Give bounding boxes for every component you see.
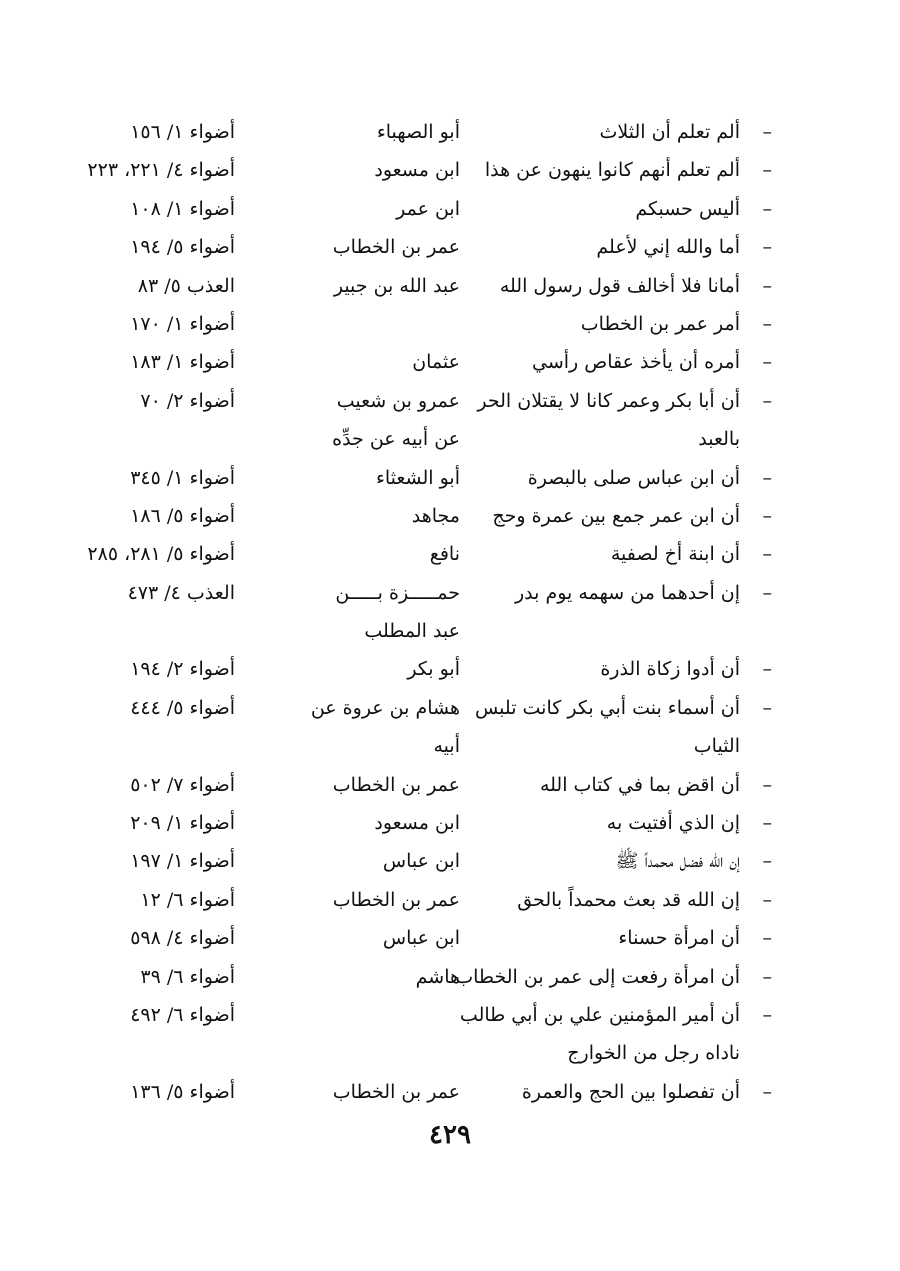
entry-dash: – [762, 773, 772, 796]
hadith-phrase: إن الله فضل محمداً ﷺ [615, 850, 740, 873]
index-entry [0, 343, 900, 381]
hadith-phrase: أن أدوا زكاة الذرة [600, 658, 740, 681]
source-reference: أضواء ٧/ ٥٠٢ [130, 773, 235, 796]
narrator-name: ابن عمر [396, 197, 460, 220]
entry-dash: – [762, 543, 772, 566]
index-entry [0, 996, 900, 1034]
hadith-phrase: أن امرأة حسناء [618, 927, 740, 950]
hadith-phrase: أن تفصلوا بين الحج والعمرة [521, 1080, 740, 1103]
narrator-name: عمر بن الخطاب [332, 236, 460, 259]
index-entry [0, 1034, 900, 1072]
page-number: ٤٢٩ [429, 1120, 471, 1150]
hadith-phrase: أن أمير المؤمنين علي بن أبي طالب [459, 1003, 740, 1026]
hadith-phrase: أن ابن عمر جمع بين عمرة وحج [492, 504, 740, 527]
source-reference: أضواء ١/ ٣٤٥ [130, 466, 235, 489]
source-reference: أضواء ١/ ١٠٨ [130, 197, 235, 220]
hadith-phrase: بالعبد [698, 428, 740, 451]
source-reference: أضواء ١/ ١٧٠ [130, 312, 235, 335]
entry-dash: – [762, 696, 772, 719]
source-reference: العذب ٤/ ٤٧٣ [127, 581, 235, 604]
entry-dash: – [762, 888, 772, 911]
hadith-phrase: إن الذي أفتيت به [606, 812, 740, 835]
entry-dash: – [762, 1080, 772, 1103]
index-entry [0, 766, 900, 804]
narrator-name: أبو الشعثاء [375, 466, 460, 489]
narrator-name: عبد الله بن جبير [333, 274, 460, 297]
hadith-phrase: أن امرأة رفعت إلى عمر بن الخطاب [455, 965, 740, 988]
narrator-name: ابن مسعود [374, 812, 460, 835]
entry-dash: – [762, 274, 772, 297]
narrator-name: عبد المطلب [364, 620, 460, 643]
entry-dash: – [762, 1003, 772, 1026]
source-reference: أضواء ٢/ ٧٠ [140, 389, 235, 412]
source-reference: أضواء ٥/ ١٩٤ [130, 236, 235, 259]
entry-dash: – [762, 850, 772, 873]
narrator-name: هشام بن عروة عن [310, 696, 460, 719]
index-entry [0, 113, 900, 151]
hadith-phrase: أن أبا بكر وعمر كانا لا يقتلان الحر [477, 389, 740, 412]
narrator-name: ابن مسعود [374, 159, 460, 182]
source-reference: أضواء ٦/ ٤٩٢ [130, 1003, 235, 1026]
source-reference: أضواء ١/ ٢٠٩ [130, 812, 235, 835]
index-entry [0, 420, 900, 458]
entry-dash: – [762, 466, 772, 489]
hadith-phrase: ناداه رجل من الخوارج [567, 1042, 740, 1065]
index-entry [0, 958, 900, 996]
index-entry [0, 1073, 900, 1111]
index-entry [0, 804, 900, 842]
index-entry [0, 689, 900, 727]
source-reference: أضواء ١/ ١٨٣ [130, 351, 235, 374]
hadith-phrase: إن الله قد بعث محمداً بالحق [517, 888, 740, 911]
index-entry [0, 650, 900, 688]
narrator-name: نافع [429, 543, 460, 566]
narrator-name: أبو بكر [407, 658, 460, 681]
narrator-name: أبو الصهباء [376, 121, 460, 143]
source-reference: أضواء ٥/ ١٣٦ [130, 1080, 235, 1103]
source-reference: أضواء ٥/ ٤٤٤ [130, 696, 235, 719]
entry-dash: – [762, 236, 772, 259]
entry-dash: – [762, 159, 772, 182]
narrator-name: مجاهد [411, 504, 460, 527]
hadith-index-list [0, 113, 900, 1111]
narrator-name: عمرو بن شعيب [336, 389, 460, 412]
source-reference: أضواء ٢/ ١٩٤ [130, 658, 235, 681]
source-reference: أضواء ٥/ ١٨٦ [130, 504, 235, 527]
index-entry [0, 459, 900, 497]
hadith-phrase: إن أحدهما من سهمه يوم بدر [514, 581, 740, 604]
source-reference: أضواء ٤/ ٢٢١، ٢٢٣ [87, 159, 235, 182]
narrator-name: عمر بن الخطاب [332, 1080, 460, 1103]
index-entry [0, 228, 900, 266]
source-reference: أضواء ٦/ ١٢ [140, 888, 235, 911]
entry-dash: – [762, 121, 772, 143]
entry-dash: – [762, 581, 772, 604]
source-reference: العذب ٥/ ٨٣ [137, 274, 235, 297]
entry-dash: – [762, 812, 772, 835]
hadith-phrase: أليس حسبكم [635, 197, 740, 220]
entry-dash: – [762, 197, 772, 220]
hadith-phrase: أن ابن عباس صلى بالبصرة [527, 466, 740, 489]
index-entry [0, 535, 900, 573]
index-entry [0, 842, 900, 880]
entry-dash: – [762, 312, 772, 335]
index-entry [0, 727, 900, 765]
index-entry [0, 382, 900, 420]
narrator-name: أبيه [433, 735, 460, 758]
source-reference: أضواء ١/ ١٥٦ [130, 121, 235, 143]
source-reference: أضواء ٦/ ٣٩ [140, 965, 235, 988]
entry-dash: – [762, 658, 772, 681]
entry-dash: – [762, 504, 772, 527]
hadith-phrase: أن أسماء بنت أبي بكر كانت تلبس [474, 696, 740, 719]
source-reference: أضواء ٤/ ٥٩٨ [130, 927, 235, 950]
narrator-name: عمر بن الخطاب [332, 888, 460, 911]
index-entry [0, 574, 900, 612]
hadith-phrase: أمر عمر بن الخطاب [580, 312, 740, 335]
index-entry [0, 190, 900, 228]
source-reference: أضواء ١/ ١٩٧ [130, 850, 235, 873]
index-entry [0, 267, 900, 305]
hadith-phrase: ألم تعلم أنهم كانوا ينهون عن هذا [484, 159, 740, 182]
index-entry [0, 497, 900, 535]
hadith-phrase: أمانا فلا أخالف قول رسول الله [499, 274, 740, 297]
entry-dash: – [762, 351, 772, 374]
narrator-name: عمر بن الخطاب [332, 773, 460, 796]
narrator-name: ابن عباس [382, 850, 460, 873]
entry-dash: – [762, 927, 772, 950]
hadith-phrase: ألم تعلم أن الثلاث [599, 121, 740, 143]
index-entry [0, 305, 900, 343]
source-reference: أضواء ٥/ ٢٨١، ٢٨٥ [87, 543, 235, 566]
narrator-name: عن أبيه عن جدِّه [332, 428, 460, 451]
narrator-name: هاشم [415, 965, 460, 988]
index-entry [0, 151, 900, 189]
index-entry [0, 612, 900, 650]
index-entry [0, 919, 900, 957]
hadith-phrase: أن اقض بما في كتاب الله [539, 773, 740, 796]
narrator-name: ابن عباس [382, 927, 460, 950]
narrator-name: حمـــــزة بـــــن [335, 581, 460, 604]
hadith-phrase: أما والله إني لأعلم [596, 236, 740, 259]
hadith-phrase: أمره أن يأخذ عقاص رأسي [532, 351, 740, 374]
hadith-phrase: الثياب [693, 735, 740, 758]
hadith-phrase: أن ابنة أخ لصفية [610, 543, 740, 566]
entry-dash: – [762, 965, 772, 988]
index-entry [0, 881, 900, 919]
narrator-name: عثمان [412, 351, 460, 374]
entry-dash: – [762, 389, 772, 412]
